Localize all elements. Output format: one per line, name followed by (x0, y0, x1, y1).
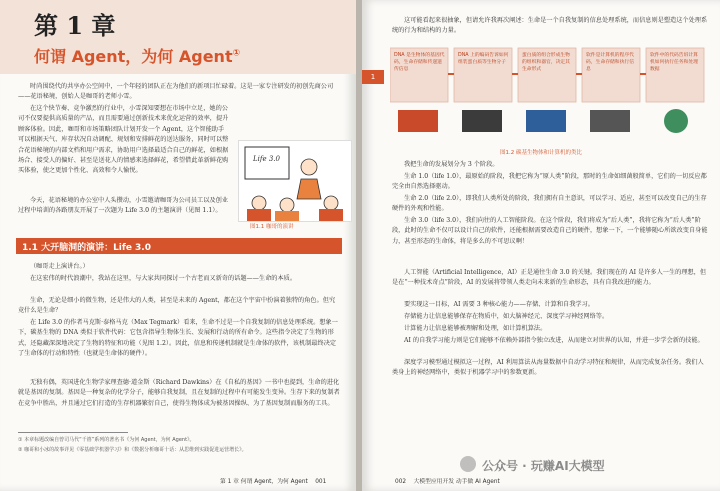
flow-box-1: DNA 是生物体的基因代码，生命存储和传递遗传信息 (394, 53, 445, 72)
left-page (0, 0, 356, 491)
figure-board-label: Life 3.0 (253, 155, 280, 163)
flow-box-2: DNA 上的编码告诉如何组装蛋白质等生物分子 (458, 53, 509, 65)
right-paragraph-9: AI 的自我学习能力则是它们能够不依赖外部指令独立改进，从而建立对世界的认知，并进一步学会新的技能。 (404, 337, 704, 344)
right-intro-paragraph: 这可能看起来很抽象，但请允许我再次阐述：生命是一个自我复制的信息处理系统，而信息则是塑造这个处理系统的行为和结构的力量。 (392, 17, 708, 35)
body-paragraph-3: 生命，无论是细小的微生物，还是伟大的人类，甚至是未来的 Agent，都在这个宇宙中扮演着独特的角色。但究竟什么是生命？ (18, 297, 336, 315)
footnote-divider (18, 432, 128, 433)
right-paragraph-6: 要实现这一目标，AI 需要 3 种核心能力——存储、计算和自我学习。 (404, 301, 594, 308)
flow-box-5: 软件中的代码告诉计算机如何执行任务和处理数据 (650, 53, 698, 72)
chapter-number: 第 1 章 (34, 11, 116, 40)
flow-box-3: 蛋白质的组合形成生物的组织和器官，决定其生命形式 (522, 53, 570, 72)
section-title: 1.1 大开脑洞的演讲：Life 3.0 (22, 243, 151, 253)
wechat-icon (460, 456, 476, 472)
page-footer-left (220, 476, 326, 485)
page-number-right: 002 (395, 479, 407, 485)
watermark: 公众号 · 玩赚AI大模型 (482, 459, 605, 473)
figure-1-2-caption: 图1.2 碳基生物体和计算机的类比 (500, 150, 582, 156)
chapter-side-tab: 1 (362, 70, 384, 84)
right-paragraph-8: 计算能力让信息能够被理解和处理，如计算机算法。 (404, 325, 547, 332)
body-paragraph-1: （咖哥走上演讲台。） (30, 263, 89, 270)
footnote-1: ① 本章标题改编自曾司马代“千禧”系列的著名书《为何 Agent，为何 Agent》。 (18, 437, 195, 443)
flow-box-4: 软件是计算机的程序代码，生命存储和执行信息 (586, 53, 634, 72)
chapter-title-text: 何谓 Agent，为何 Agent (34, 47, 233, 66)
page-footer-title: 第 1 章 何谓 Agent，为何 Agent (220, 479, 308, 485)
chapter-title-note: ① (232, 48, 241, 59)
right-paragraph-7: 存储能力让信息能够保存在物质中，如大脑神经元、深度学习神经网络等。 (404, 313, 609, 320)
body-paragraph-2: 在这宏伟的时代浪潮中，我站在这里，与大家共同探讨一个古老而又新奇的话题——生命的本质。 (30, 275, 297, 282)
page-footer-book-title: 大模型应用开发 动手做 AI Agent (413, 479, 500, 485)
right-paragraph-1: 我把生命的发展划分为 3 个阶段。 (404, 161, 499, 168)
page-number-left: 001 (315, 479, 327, 485)
figure-lecture-illustration (238, 140, 352, 222)
intro-paragraph-1: 时尚围绕代的共享办公空间中，一个年轻的团队正在为他们的新项目忙碌着。这是一家专注研发的初创先商公司——花语秘境，创始人是咖哥的老师小雪。 (18, 83, 334, 101)
right-paragraph-4: 生命 3.0（life 3.0），我们向往的人工智能阶段。在这个阶段，我们将成为“后人类”，我将它称为“后人类”阶段，此时的生命不仅可以设计自己的软件，还能根据需要改造自己的硬件，想象一下，一个能够随心所欲改变自身能力，甚至形态的生命体，将是多么的不可思议啊！ (392, 217, 708, 245)
right-paragraph-2: 生命 1.0（life 1.0），最原始的阶段，我把它称为“原人类”阶段，那时的生命如细菌般简单，它们的一切反应都完全由自然选择驱动。 (392, 173, 707, 191)
page-footer-right (395, 476, 500, 485)
intro-paragraph-2: 在这个快节奏、竞争激烈的行业中，小雪深知要想在市场中立足，她的公司不仅要提供高质量的产品，而且需要通过创新技术来优化运营的效率，提升顾客体验。因此，咖哥和市场策略团队计划开发一个 Agent，这个智能助手可以根据天气、库存状况自动调配、规划和安排鲜花的送达服务，同时可以整合花语秘境的内部文档和用户需求，协助用户选择最适合自己的鲜花，如根据场合、接受人的偏好、甚至是送花人的情感来选择鲜花，希望借此革新鲜花购买体验，使之更加个性化、高效和令人愉悦。 (18, 105, 229, 175)
right-paragraph-10: 深度学习模型通过模拟这一过程，AI 利用算法从海量数据中自动学习特征和规律，从而完成复杂任务。我们人类身上的神经网络中，类似于机器学习中的参数更新。 (392, 359, 704, 377)
figure-1-1-caption: 图1.1 咖哥的演讲 (250, 224, 294, 230)
footnote-2: ② 咖哥和小冰的故事详见《零基础学机器学习》和《数据分析咖哥十话：从思维到实践促进运营增长》。 (18, 447, 247, 453)
body-paragraph-4: 在 Life 3.0 的作者马克斯·泰格马克（Max Tegmark）看来，生命不过是一个自我复制的信息处理系统。想象一下，碳基生物的 DNA 类似于软件代码：它包含指导生物体生长、发展和行动的所有命令。这些指令决定了生物的形式，还隐藏深深地决定了生物的特征和功能（见图 1.2）。因此，信息和传递机制就是生命体的软件，该机制最终决定了生命体的行动和特性（也就是生命体的硬件）。 (18, 319, 338, 358)
body-paragraph-5: 无独有偶，英国进化生物学家理查德·道金斯（Richard Dawkins）在《自私的基因》一书中也提到，生命的进化就是基因的复制。基因是一种复杂的化学分子，能够自我复制，且在复制的过程中有可能发生变异。生存下来的复制者在竞争中胜出，并且通过它们打造的生存机器繁衍自己，使得生物体成为被基因操纵、为了基因复制而服务的工具。 (18, 379, 340, 407)
right-page (362, 0, 720, 491)
intro-paragraph-3: 今天，花语秘境的办公室中人头攒动，小雪邀请咖哥为公司员工以及创业过程中培训的各路朋友开展了一次题为 Life 3.0 的主题演讲（见图 1.1）。 (18, 197, 228, 215)
right-paragraph-5: 人工智能（Artificial Intelligence，AI）正是通往生命 3.0 的关键。我们现在的 AI 是许多人一生的理想，但是在“一种技术奇点”阶段，AI 的发展将带领人类走向未来新的生命形态，具有自我改进的能力。 (392, 269, 707, 287)
chapter-title (34, 44, 240, 67)
right-paragraph-3: 生命 2.0（life 2.0），即我们人类所处的阶段，我们拥有自主意识，可以学习、适应，甚至可以改变自己的生存硬件的外观和性能。 (392, 195, 707, 213)
